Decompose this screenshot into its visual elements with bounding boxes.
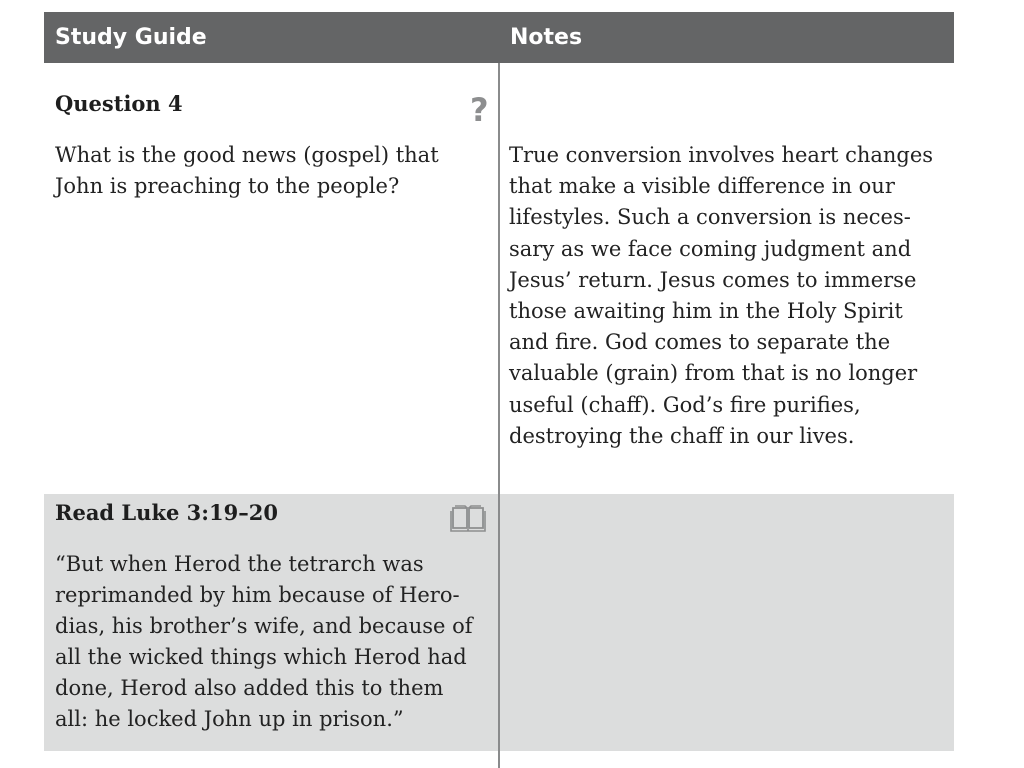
passage-line: all the wicked things which Herod had	[55, 645, 467, 669]
notes-column-header: Notes	[510, 25, 583, 50]
notes-line: and fire. God comes to separate the	[509, 330, 891, 355]
notes-line: useful (chaff). God’s fire purifies,	[509, 392, 861, 417]
notes-line: True conversion involves heart changes	[509, 143, 934, 167]
notes-line: sary as we face coming judgment and	[509, 236, 912, 261]
notes-line: destroying the chaff in our lives.	[509, 423, 855, 448]
scripture-passage	[55, 549, 485, 735]
passage-line: done, Herod also added this to them	[55, 676, 444, 700]
notes-line: Jesus’ return. Jesus comes to immerse	[509, 267, 917, 292]
question-mark-icon: ?	[470, 91, 489, 129]
notes-line: lifestyles. Such a conversion is neces-	[509, 205, 911, 230]
notes-answer-text	[509, 140, 949, 452]
reading-heading: Read Luke 3:19–20	[55, 500, 278, 525]
passage-line: reprimanded by him because of Hero-	[55, 583, 460, 607]
passage-line: “But when Herod the tetrarch was	[55, 552, 424, 576]
question-line: What is the good news (gospel) that	[55, 143, 439, 167]
question-text	[55, 140, 485, 202]
passage-line: dias, his brother’s wife, and because of	[55, 614, 473, 638]
table-header	[44, 12, 954, 63]
notes-line: those awaiting him in the Holy Spirit	[509, 299, 903, 324]
notes-line: that make a visible difference in our	[509, 174, 895, 199]
open-book-icon	[450, 503, 486, 533]
notes-line: valuable (grain) from that is no longer	[509, 361, 918, 386]
question-line: John is preaching to the people?	[55, 174, 400, 198]
question-heading: Question 4	[55, 91, 183, 116]
study-guide-column-header: Study Guide	[55, 25, 207, 50]
column-divider	[498, 63, 500, 768]
passage-line: all: he locked John up in prison.”	[55, 707, 404, 731]
